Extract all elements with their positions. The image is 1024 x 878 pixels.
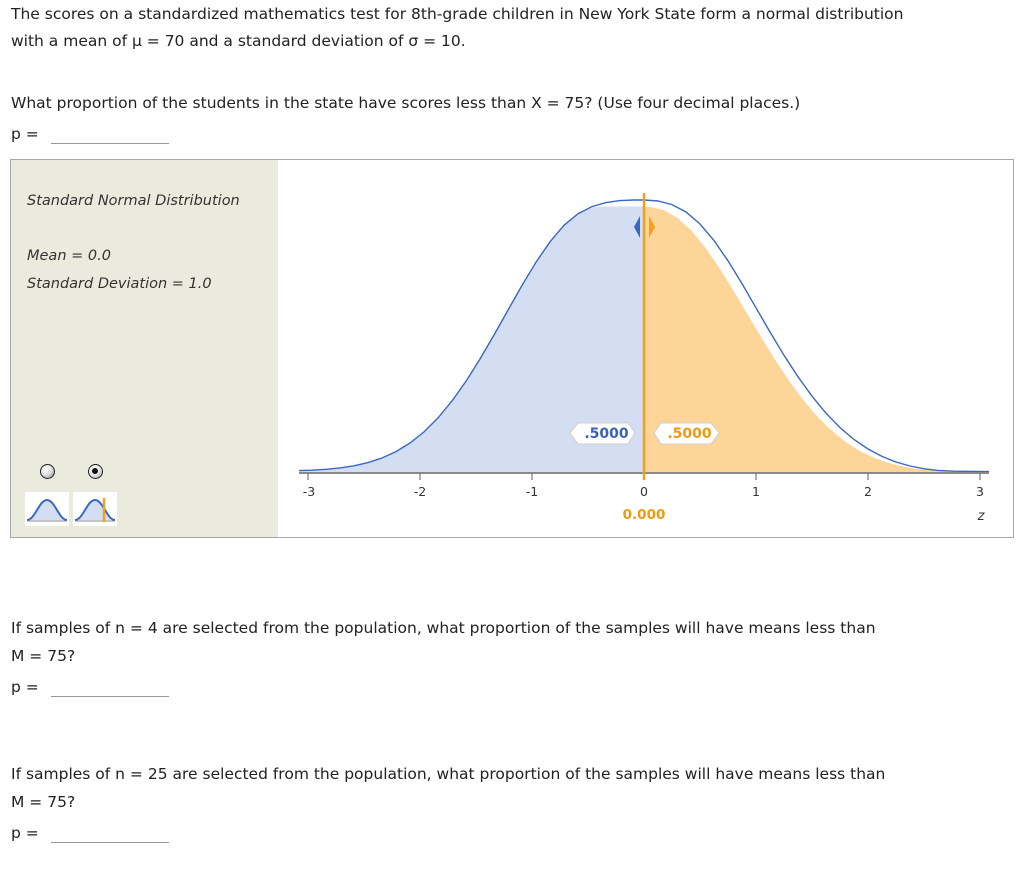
distribution-chart	[278, 160, 1013, 537]
tick-label-1: 1	[752, 484, 760, 499]
intro-line-2: with a mean of μ = 70 and a standard deviation of σ = 10.	[11, 32, 466, 50]
sd-label: Standard Deviation = 1.0	[27, 276, 212, 292]
tick-label-2: 2	[864, 484, 872, 499]
tick-label-0: 0	[640, 484, 648, 499]
normal-distribution-applet	[10, 159, 1014, 538]
question-2-text-line-2: M = 75?	[11, 647, 76, 665]
cutoff-value-label: 0.000	[622, 507, 666, 523]
answer-label: p =	[11, 824, 39, 842]
question-3-text-line-1: If samples of n = 25 are selected from the population, what proportion of the samples will have means less than	[11, 765, 886, 783]
question-3-text-line-2: M = 75?	[11, 793, 76, 811]
tick-label-neg1: -1	[525, 484, 539, 499]
question-2-text-line-1: If samples of n = 4 are selected from the population, what proportion of the samples will have means less than	[11, 619, 876, 637]
view-radio-cutoff[interactable]	[88, 464, 103, 479]
tick-label-neg2: -2	[413, 484, 427, 499]
question-2-answer	[11, 673, 169, 697]
answer-label: p =	[11, 678, 39, 696]
question-3-answer-input[interactable]	[51, 823, 169, 843]
intro-line-1: The scores on a standardized mathematics test for 8th-grade children in New York State form a normal distribution	[11, 5, 904, 23]
question-2-answer-input[interactable]	[51, 677, 169, 697]
question-1-answer-input[interactable]	[51, 124, 169, 144]
plain-curve-thumbnail[interactable]	[25, 492, 69, 526]
question-3-answer	[11, 819, 169, 843]
bell-curve-icon	[25, 492, 69, 526]
cutoff-curve-thumbnail[interactable]	[73, 492, 117, 526]
question-1-text: What proportion of the students in the state have scores less than X = 75? (Use four decimal places.)	[11, 94, 801, 112]
z-axis-label: z	[977, 509, 985, 524]
question-1-answer	[11, 120, 169, 144]
view-radio-plain[interactable]	[40, 464, 55, 479]
normal-curve-plot	[278, 160, 1013, 537]
right-area-proportion: .5000	[667, 426, 712, 442]
answer-label: p =	[11, 125, 39, 143]
tick-label-neg3: -3	[302, 484, 316, 499]
distribution-info-panel	[11, 160, 278, 537]
left-area-proportion: .5000	[584, 426, 629, 442]
mean-label: Mean = 0.0	[27, 248, 111, 264]
bell-curve-cutoff-icon	[73, 492, 117, 526]
tick-label-3: 3	[976, 484, 984, 499]
distribution-title: Standard Normal Distribution	[27, 193, 240, 209]
